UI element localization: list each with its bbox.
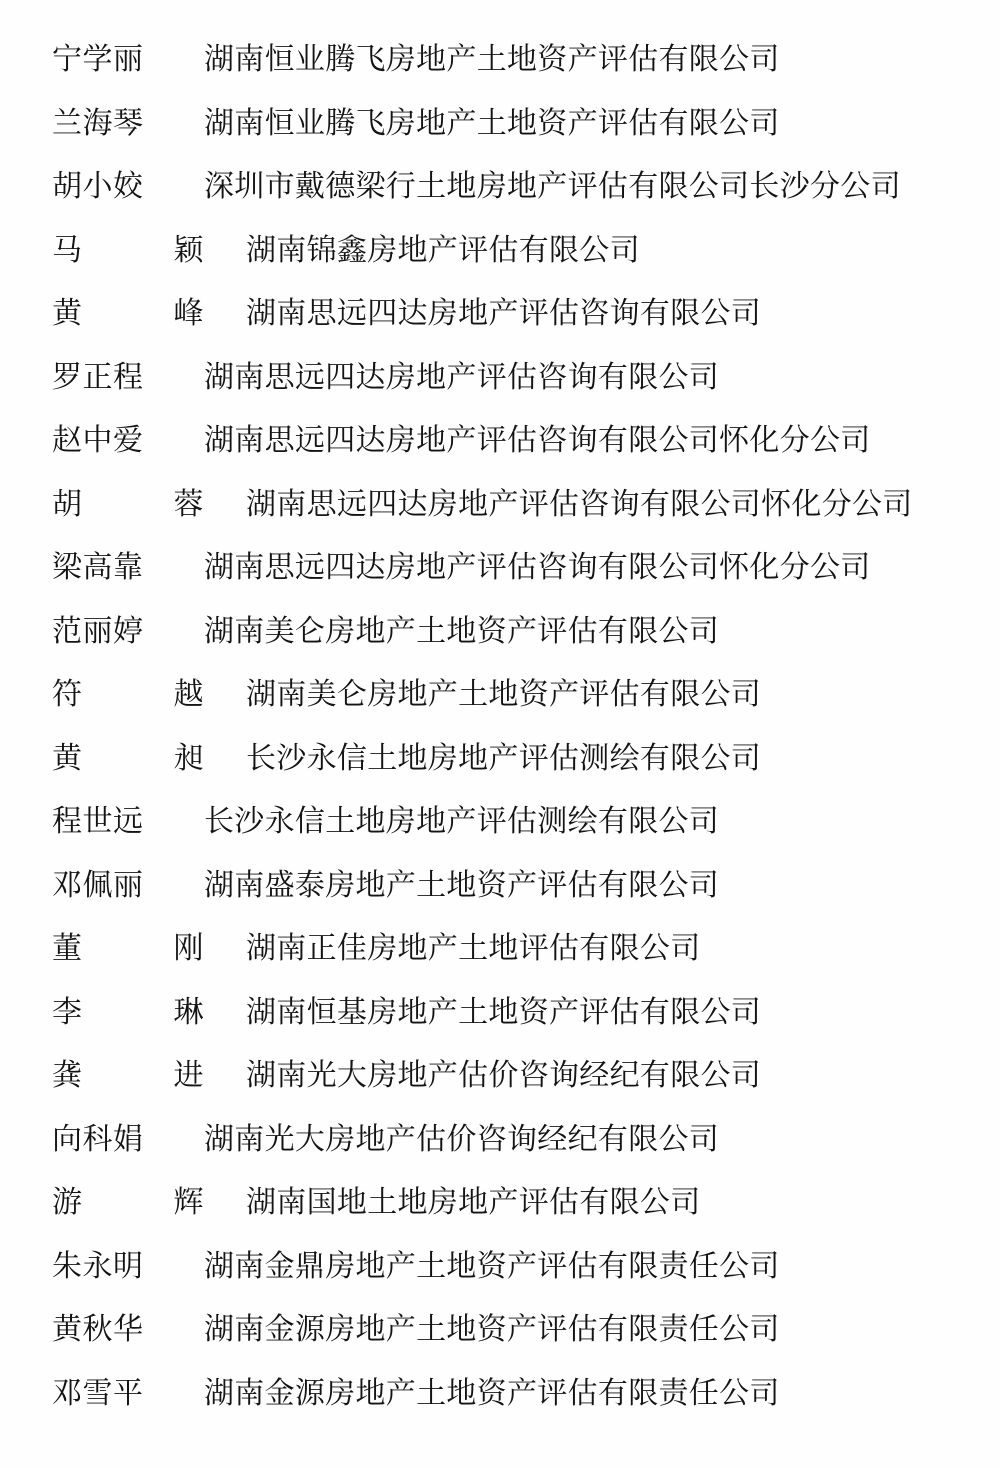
table-row [52, 1171, 940, 1235]
organization-name: 湖南金源房地产土地资产评估有限责任公司 [204, 1312, 780, 1347]
person-name: 宁学丽 [52, 42, 144, 77]
table-row [52, 536, 940, 600]
organization-name: 长沙永信土地房地产评估测绘有限公司 [204, 804, 720, 839]
person-name: 胡 蓉 [52, 486, 204, 522]
table-row [52, 1235, 940, 1299]
table-row [52, 663, 940, 727]
table-row [52, 981, 940, 1045]
person-name: 范丽婷 [52, 613, 144, 649]
table-row [52, 1044, 940, 1108]
person-name: 李 琳 [52, 994, 204, 1030]
organization-name: 湖南美仑房地产土地资产评估有限公司 [246, 677, 762, 712]
person-name: 黄 峰 [52, 296, 204, 331]
table-row [52, 1362, 940, 1426]
person-name: 胡小姣 [52, 169, 144, 204]
person-name: 邓雪平 [52, 1375, 144, 1411]
person-name: 符 越 [52, 677, 204, 712]
organization-name: 湖南恒基房地产土地资产评估有限公司 [246, 994, 762, 1030]
table-row [52, 790, 940, 854]
table-row [52, 917, 940, 981]
table-row [52, 155, 940, 219]
organization-name: 湖南思远四达房地产评估咨询有限公司 [204, 359, 720, 395]
organization-name: 湖南光大房地产估价咨询经纪有限公司 [246, 1058, 762, 1093]
person-name: 黄 昶 [52, 740, 204, 776]
person-name: 程世远 [52, 804, 144, 839]
organization-name: 深圳市戴德梁行土地房地产评估有限公司长沙分公司 [204, 169, 901, 204]
table-row [52, 92, 940, 156]
person-name: 黄秋华 [52, 1312, 144, 1347]
table-row [52, 1298, 940, 1362]
roster-list [52, 28, 940, 1425]
organization-name: 湖南思远四达房地产评估咨询有限公司 [246, 296, 762, 331]
organization-name: 湖南恒业腾飞房地产土地资产评估有限公司 [204, 42, 780, 77]
table-row [52, 473, 940, 537]
table-row [52, 727, 940, 791]
organization-name: 湖南正佳房地产土地评估有限公司 [246, 931, 701, 966]
person-name: 马 颖 [52, 232, 204, 268]
table-row [52, 282, 940, 346]
person-name: 朱永明 [52, 1248, 144, 1284]
organization-name: 湖南思远四达房地产评估咨询有限公司怀化分公司 [204, 423, 871, 458]
person-name: 董 刚 [52, 931, 204, 966]
table-row [52, 600, 940, 664]
person-name: 罗正程 [52, 359, 144, 395]
organization-name: 湖南锦鑫房地产评估有限公司 [246, 232, 640, 268]
person-name: 龚 进 [52, 1058, 204, 1093]
table-row [52, 346, 940, 410]
table-row [52, 409, 940, 473]
organization-name: 湖南国地土地房地产评估有限公司 [246, 1185, 701, 1220]
person-name: 邓佩丽 [52, 867, 144, 903]
organization-name: 湖南思远四达房地产评估咨询有限公司怀化分公司 [204, 550, 871, 585]
person-name: 赵中爱 [52, 423, 144, 458]
person-name: 游 辉 [52, 1185, 204, 1220]
table-row [52, 854, 940, 918]
organization-name: 湖南盛泰房地产土地资产评估有限公司 [204, 867, 720, 903]
organization-name: 湖南恒业腾飞房地产土地资产评估有限公司 [204, 105, 780, 141]
table-row [52, 28, 940, 92]
organization-name: 湖南光大房地产估价咨询经纪有限公司 [204, 1121, 720, 1157]
person-name: 向科娟 [52, 1121, 144, 1157]
person-name: 梁高靠 [52, 550, 144, 585]
organization-name: 湖南美仑房地产土地资产评估有限公司 [204, 613, 720, 649]
organization-name: 湖南金鼎房地产土地资产评估有限责任公司 [204, 1248, 780, 1284]
table-row [52, 219, 940, 283]
organization-name: 湖南金源房地产土地资产评估有限责任公司 [204, 1375, 780, 1411]
organization-name: 湖南思远四达房地产评估咨询有限公司怀化分公司 [246, 486, 913, 522]
person-name: 兰海琴 [52, 105, 144, 141]
table-row [52, 1108, 940, 1172]
organization-name: 长沙永信土地房地产评估测绘有限公司 [246, 740, 762, 776]
